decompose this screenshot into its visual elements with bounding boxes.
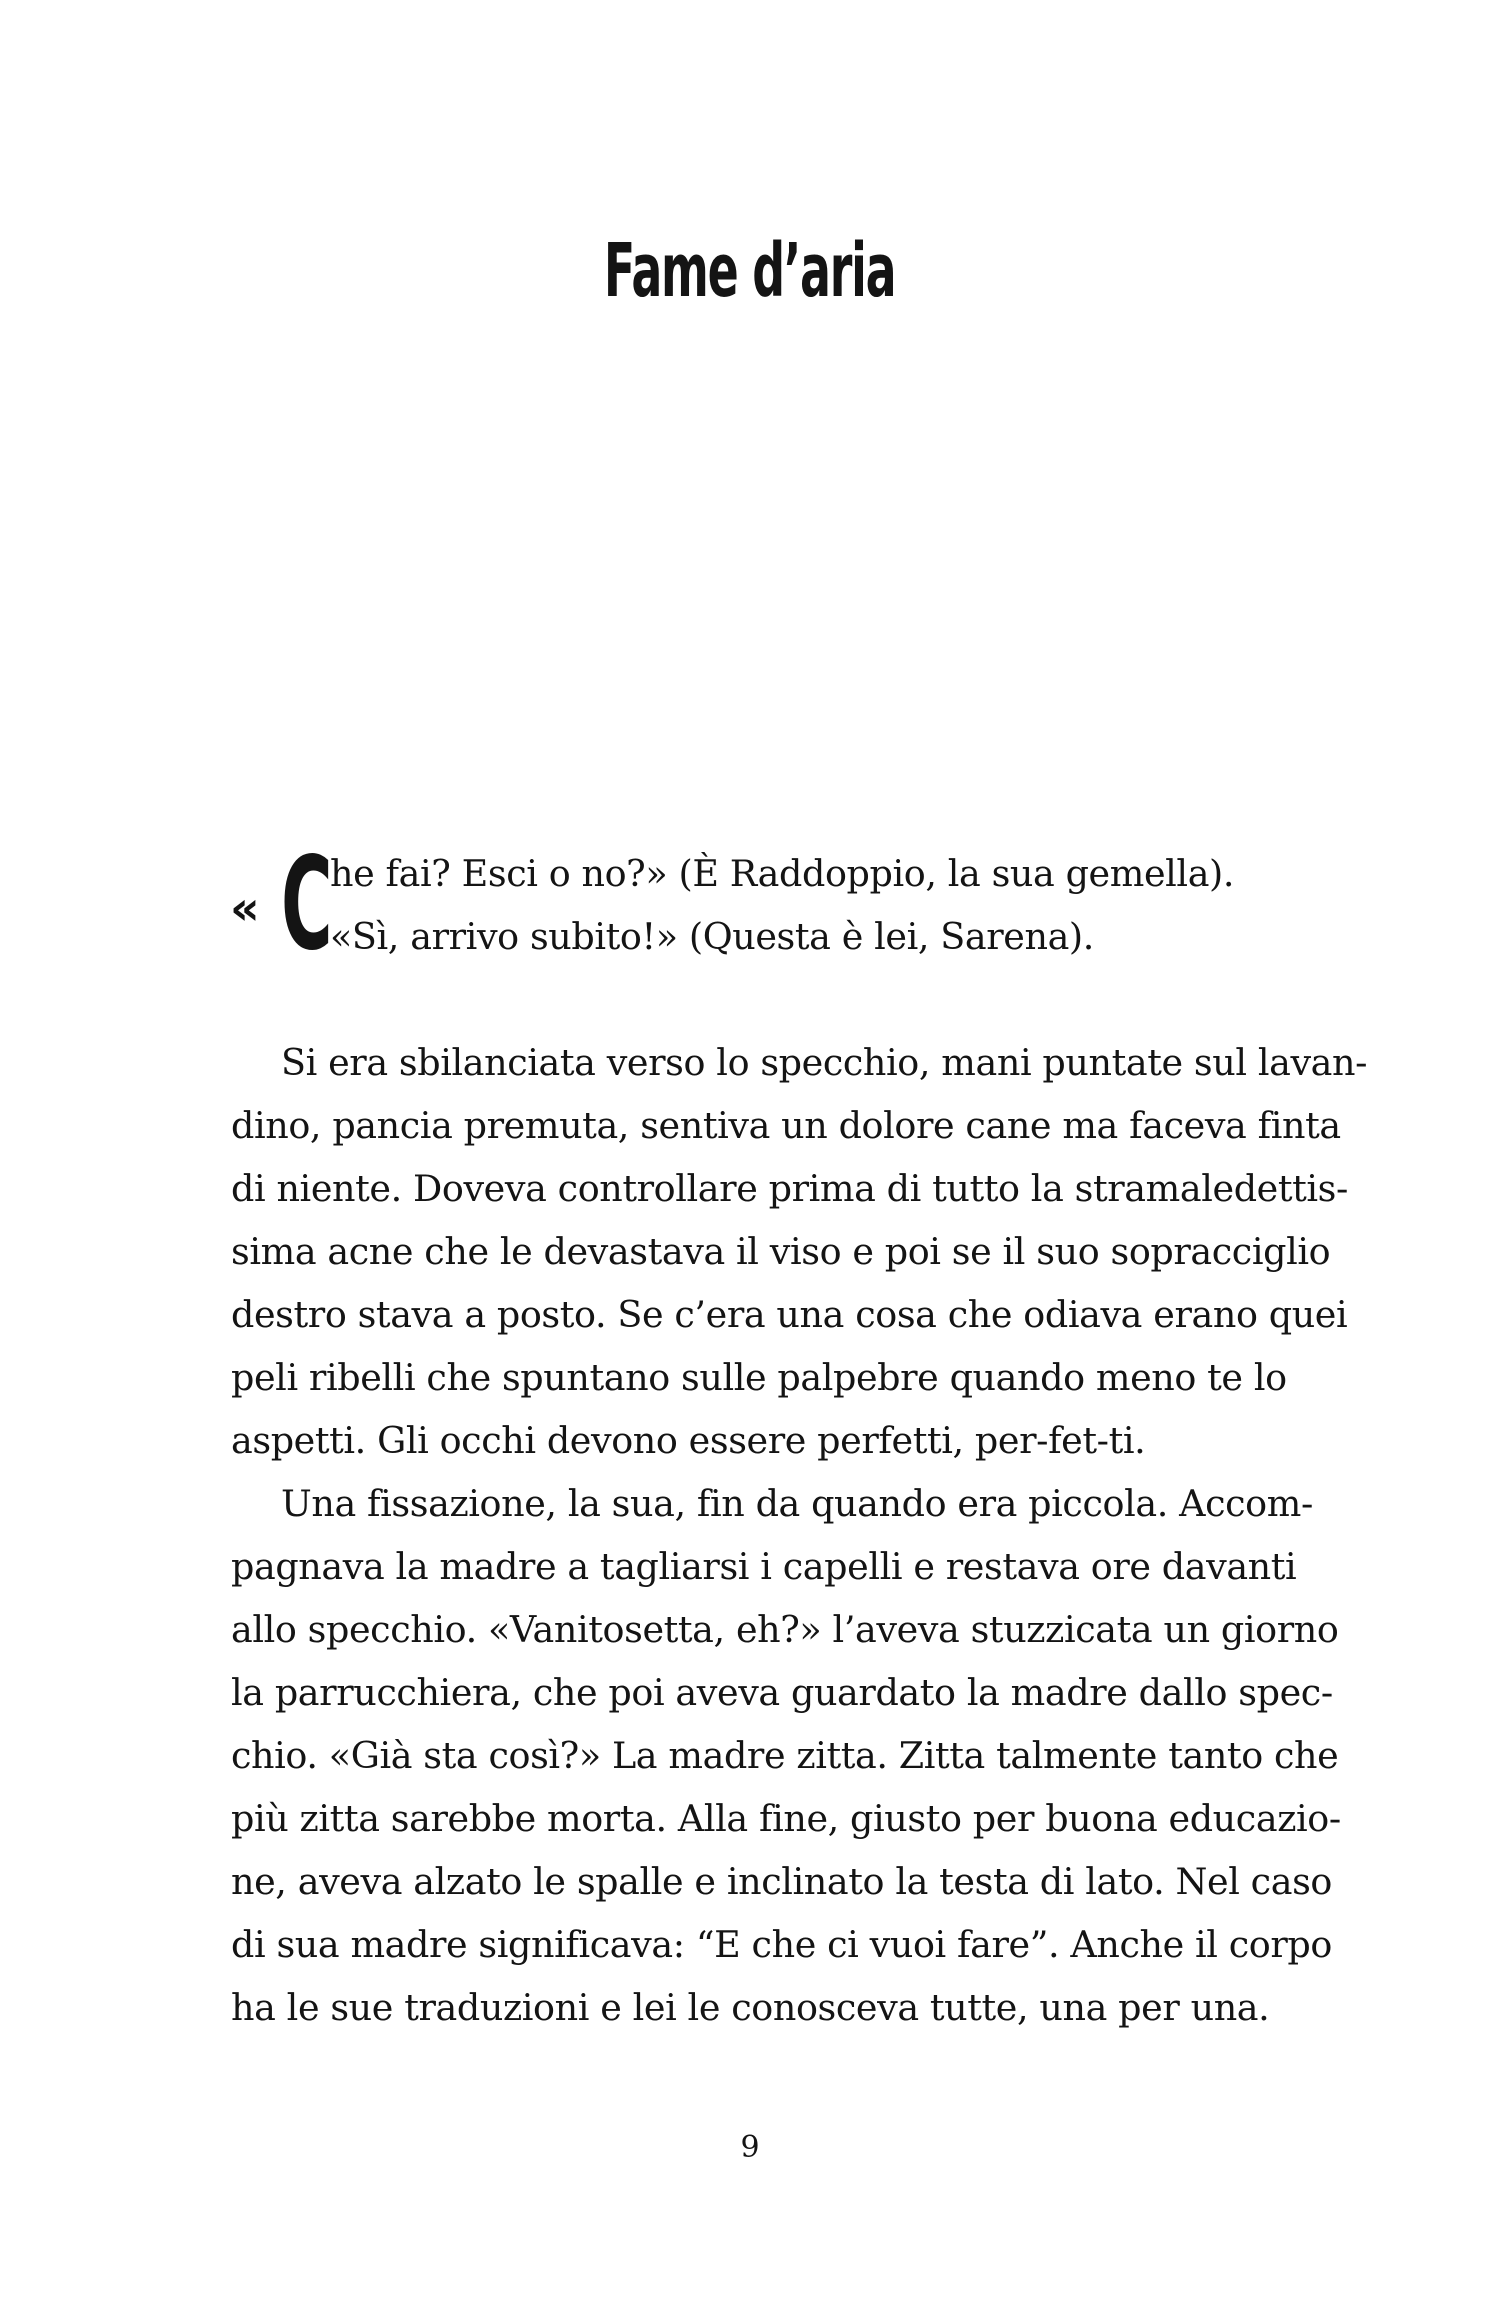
text-line: allo specchio. «Vanitosetta, eh?» l’aveva stuzzicata un giorno bbox=[231, 1608, 1339, 1651]
text-line: destro stava a posto. Se c’era una cosa che odiava erano quei bbox=[231, 1293, 1348, 1336]
text-line: la parrucchiera, che poi aveva guardato la madre dallo spec- bbox=[231, 1671, 1333, 1714]
text-line: ha le sue traduzioni e lei le conosceva tutte, una per una. bbox=[231, 1986, 1270, 2029]
text-line: Si era sbilanciata verso lo specchio, mani puntate sul lavan- bbox=[281, 1041, 1368, 1084]
chapter-title: Fame d’aria bbox=[603, 228, 896, 314]
drop-cap: C bbox=[281, 830, 333, 979]
text-line: di sua madre significava: “E che ci vuoi fare”. Anche il corpo bbox=[231, 1923, 1332, 1966]
opening-guillemet: « bbox=[230, 881, 256, 935]
text-line: Una fissazione, la sua, fin da quando era piccola. Accom- bbox=[281, 1482, 1313, 1525]
text-line: ne, aveva alzato le spalle e inclinato la testa di lato. Nel caso bbox=[231, 1860, 1332, 1903]
text-line: dino, pancia premuta, sentiva un dolore cane ma faceva finta bbox=[231, 1104, 1341, 1147]
text-line: «Sì, arrivo subito!» (Questa è lei, Sarena). bbox=[330, 915, 1094, 958]
text-line: chio. «Già sta così?» La madre zitta. Zitta talmente tanto che bbox=[231, 1734, 1339, 1777]
text-line: pagnava la madre a tagliarsi i capelli e restava ore davanti bbox=[231, 1545, 1297, 1588]
text-line: sima acne che le devastava il viso e poi se il suo sopracciglio bbox=[231, 1230, 1331, 1273]
text-line: di niente. Doveva controllare prima di tutto la stramaledettis- bbox=[231, 1167, 1348, 1210]
text-line: più zitta sarebbe morta. Alla fine, giusto per buona educazio- bbox=[231, 1797, 1341, 1840]
text-line: aspetti. Gli occhi devono essere perfetti, per-fet-ti. bbox=[231, 1419, 1146, 1462]
page-number: 9 bbox=[740, 2130, 760, 2165]
text-line: he fai? Esci o no?» (È Raddoppio, la sua gemella). bbox=[330, 852, 1235, 895]
text-line: peli ribelli che spuntano sulle palpebre quando meno te lo bbox=[231, 1356, 1287, 1399]
